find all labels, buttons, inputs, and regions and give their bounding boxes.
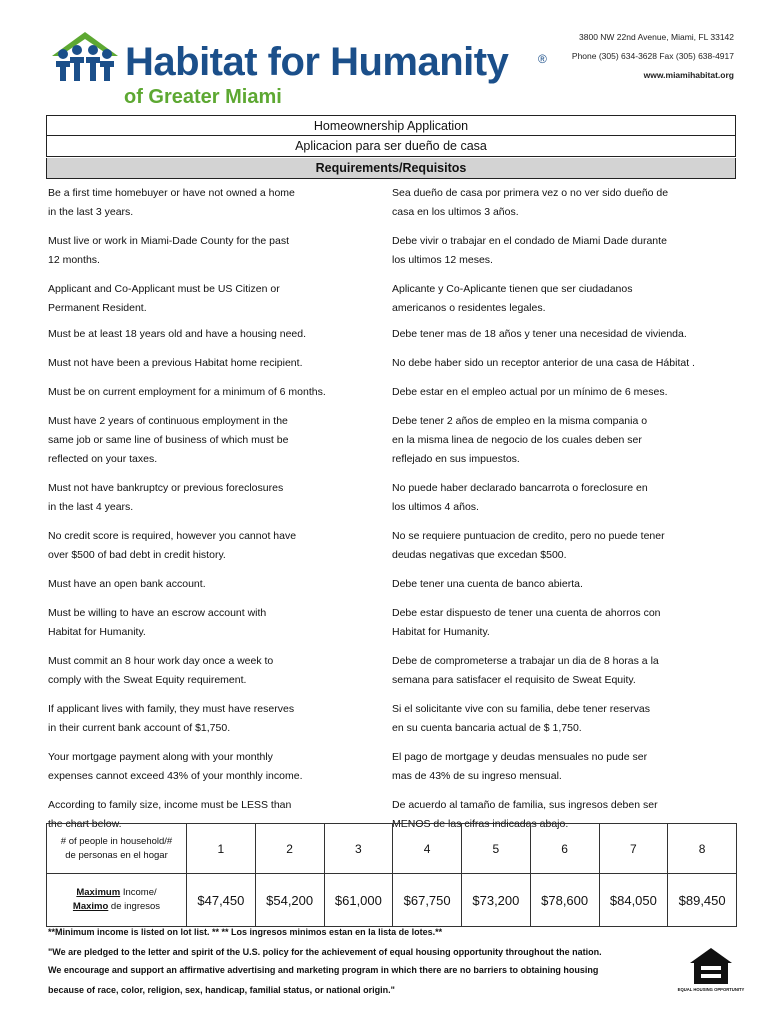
requirement-text-line: deudas negativas que excedan $500. <box>392 549 567 561</box>
requirement-text-line: No debe haber sido un receptor anterior de una casa de Hábitat . <box>392 357 695 369</box>
requirement-text-line: los ultimos 4 años. <box>392 501 479 513</box>
requirement-row <box>48 652 738 690</box>
policy-line-1: "We are pledged to the letter and spirit of the U.S. policy for the achievement of equal housing opportunity throughout the nation. <box>48 947 602 957</box>
requirement-text-line: Must have 2 years of continuous employment in the <box>48 415 288 427</box>
requirement-text-line: El pago de mortgage y deudas mensuales no pude ser <box>392 751 648 763</box>
requirement-text-line: Debe estar dispuesto de tener una cuenta de ahorros con <box>392 607 661 619</box>
requirement-spanish <box>392 748 738 786</box>
requirement-text-line: Debe de comprometerse a trabajar un dia de 8 horas a la <box>392 655 659 667</box>
max-income-row <box>47 874 737 927</box>
requirement-text-line: over $500 of bad debt in credit history. <box>48 549 226 561</box>
size-cell: 2 <box>255 824 324 874</box>
website: www.miamihabitat.org <box>643 70 734 80</box>
requirement-english <box>48 652 392 690</box>
requirement-row <box>48 232 738 270</box>
requirement-text-line: If applicant lives with family, they must have reserves <box>48 703 295 715</box>
requirement-spanish <box>392 700 738 738</box>
requirement-text-line: in the last 3 years. <box>48 206 134 218</box>
income-cell: $47,450 <box>187 874 256 927</box>
title-spanish: Aplicacion para ser dueño de casa <box>46 136 736 157</box>
income-cell: $78,600 <box>530 874 599 927</box>
requirement-spanish <box>392 184 738 222</box>
income-cell: $73,200 <box>462 874 531 927</box>
requirement-text-line: Debe tener una cuenta de banco abierta. <box>392 578 583 590</box>
requirement-spanish <box>392 232 738 270</box>
policy-line-3: because of race, color, religion, sex, handicap, familial status, or national origin." <box>48 985 395 995</box>
requirement-text-line: Must be willing to have an escrow account with <box>48 607 267 619</box>
size-cell: 4 <box>393 824 462 874</box>
requirement-row <box>48 700 738 738</box>
income-cell: $61,000 <box>324 874 393 927</box>
requirement-text-line: mas de 43% de su ingreso mensual. <box>392 770 562 782</box>
requirement-text-line: Must live or work in Miami-Dade County for the past <box>48 235 290 247</box>
requirement-spanish <box>392 652 738 690</box>
requirement-text-line: en la misma linea de negocio de los cuales deben ser <box>392 434 642 446</box>
requirement-text-line: Sea dueño de casa por primera vez o no ver sido dueño de <box>392 187 669 199</box>
title-english: Homeownership Application <box>46 115 736 136</box>
requirement-english <box>48 748 392 786</box>
requirement-text-line: americanos o residentes legales. <box>392 302 546 314</box>
max-income-label <box>47 874 187 927</box>
requirement-text-line: casa en los ultimos 3 años. <box>392 206 519 218</box>
requirement-text-line: Debe tener mas de 18 años y tener una necesidad de vivienda. <box>392 328 687 340</box>
requirement-spanish <box>392 383 738 402</box>
requirement-text-line: Your mortgage payment along with your monthly <box>48 751 273 763</box>
requirement-english <box>48 184 392 222</box>
requirement-text-line: Must have an open bank account. <box>48 578 206 590</box>
requirement-row <box>48 184 738 222</box>
requirement-spanish <box>392 604 738 642</box>
requirement-english <box>48 412 392 469</box>
requirement-text-line: Must not have bankruptcy or previous foreclosures <box>48 482 284 494</box>
size-cell: 5 <box>462 824 531 874</box>
requirement-text-line: reflected on your taxes. <box>48 453 158 465</box>
maximum-label: Maximum <box>76 887 121 898</box>
requirement-text-line: No se requiere puntuacion de credito, pero no puede tener <box>392 530 665 542</box>
phone-fax: Phone (305) 634-3628 Fax (305) 638-4917 <box>571 51 734 61</box>
requirement-text-line: comply with the Sweat Equity requirement. <box>48 674 247 686</box>
maximo-label: Maximo <box>72 901 109 912</box>
requirement-text-line: No puede haber declarado bancarrota o foreclosure en <box>392 482 648 494</box>
requirement-english <box>48 575 392 594</box>
income-cell: $89,450 <box>668 874 737 927</box>
requirement-text-line: De acuerdo al tamaño de familia, sus ingresos deben ser <box>392 799 658 811</box>
org-subtitle: of Greater Miami <box>124 86 282 108</box>
size-cell: 8 <box>668 824 737 874</box>
requirement-english <box>48 325 392 344</box>
requirement-text-line: semana para satisfacer el requisito de Sweat Equity. <box>392 674 636 686</box>
requirement-spanish <box>392 325 738 344</box>
requirement-spanish <box>392 354 738 373</box>
requirement-text-line: reflejado en sus impuestos. <box>392 453 520 465</box>
income-cell: $84,050 <box>599 874 668 927</box>
size-cell: 1 <box>187 824 256 874</box>
income-label: Income/ <box>120 887 157 898</box>
requirement-text-line: Must be on current employment for a minimum of 6 months. <box>48 386 326 398</box>
requirement-text-line: expenses cannot exceed 43% of your monthly income. <box>48 770 303 782</box>
requirement-text-line: en su cuenta bancaria actual de $ 1,750. <box>392 722 582 734</box>
requirement-row <box>48 604 738 642</box>
requirement-text-line: 12 months. <box>48 254 100 266</box>
household-size-label <box>47 824 187 874</box>
requirement-text-line: MENOS de las cifras indicadas abajo. <box>392 818 569 830</box>
requirement-english <box>48 700 392 738</box>
requirement-text-line: Habitat for Humanity. <box>392 626 490 638</box>
policy-line-2: We encourage and support an affirmative advertising and marketing program in which there are no barriers to obtaining housing <box>48 965 599 975</box>
habitat-logo <box>50 30 560 110</box>
requirement-text-line: Permanent Resident. <box>48 302 147 314</box>
household-label-line2: de personas en el hogar <box>65 849 168 861</box>
requirement-english <box>48 280 392 318</box>
requirement-text-line: According to family size, income must be LESS than <box>48 799 292 811</box>
size-cell: 3 <box>324 824 393 874</box>
equal-housing-icon <box>677 946 745 996</box>
requirement-english <box>48 604 392 642</box>
requirement-english <box>48 354 392 373</box>
requirement-row <box>48 325 738 344</box>
org-name: Habitat for Humanity <box>125 40 509 84</box>
eho-label: EQUAL HOUSING OPPORTUNITY <box>677 987 745 992</box>
min-income-note: **Minimum income is listed on lot list. ** ** Los ingresos minimos estan en la lista de lotes.** <box>48 927 443 937</box>
requirement-text-line: Debe tener 2 años de empleo en la misma compania o <box>392 415 648 427</box>
requirement-text-line: Habitat for Humanity. <box>48 626 146 638</box>
requirement-text-line: Must commit an 8 hour work day once a week to <box>48 655 274 667</box>
requirement-text-line: Debe vivir o trabajar en el condado de Miami Dade durante <box>392 235 667 247</box>
section-requirements: Requirements/Requisitos <box>46 158 736 179</box>
size-cell: 7 <box>599 824 668 874</box>
requirement-text-line: Debe estar en el empleo actual por un mínimo de 6 meses. <box>392 386 668 398</box>
requirement-text-line: Applicant and Co-Applicant must be US Citizen or <box>48 283 280 295</box>
requirement-text-line: Must not have been a previous Habitat home recipient. <box>48 357 303 369</box>
requirement-row <box>48 354 738 373</box>
requirement-row <box>48 575 738 594</box>
requirement-spanish <box>392 527 738 565</box>
registered-mark: ® <box>538 52 547 66</box>
income-cell: $67,750 <box>393 874 462 927</box>
size-cell: 6 <box>530 824 599 874</box>
requirement-row <box>48 383 738 402</box>
habitat-people-icon <box>50 30 120 92</box>
requirement-row <box>48 280 738 318</box>
requirement-text-line: Si el solicitante vive con su familia, debe tener reservas <box>392 703 650 715</box>
requirement-english <box>48 232 392 270</box>
household-label-line1: # of people in household/# <box>60 835 173 847</box>
requirement-english <box>48 383 392 402</box>
requirement-english <box>48 527 392 565</box>
requirement-spanish <box>392 280 738 318</box>
requirement-text-line: the chart below. <box>48 818 122 830</box>
requirement-text-line: Aplicante y Co-Aplicante tienen que ser ciudadanos <box>392 283 633 295</box>
ingresos-label: de ingresos <box>108 901 161 912</box>
requirement-row <box>48 527 738 565</box>
requirement-row <box>48 479 738 517</box>
requirement-spanish <box>392 412 738 469</box>
requirement-text-line: Be a first time homebuyer or have not owned a home <box>48 187 295 199</box>
contact-block <box>572 28 734 85</box>
requirement-english <box>48 479 392 517</box>
requirement-spanish <box>392 479 738 517</box>
requirement-text-line: No credit score is required, however you cannot have <box>48 530 297 542</box>
requirement-text-line: in the last 4 years. <box>48 501 134 513</box>
requirement-text-line: los ultimos 12 meses. <box>392 254 493 266</box>
household-size-row <box>47 824 737 874</box>
requirement-text-line: in their current bank account of $1,750. <box>48 722 231 734</box>
requirement-spanish <box>392 575 738 594</box>
requirement-row <box>48 412 738 469</box>
requirement-text-line: same job or same line of business of which must be <box>48 434 289 446</box>
address: 3800 NW 22nd Avenue, Miami, FL 33142 <box>579 32 734 42</box>
income-table <box>46 823 737 927</box>
income-cell: $54,200 <box>255 874 324 927</box>
requirements-list <box>48 184 738 834</box>
requirement-text-line: Must be at least 18 years old and have a housing need. <box>48 328 307 340</box>
requirement-row <box>48 748 738 786</box>
